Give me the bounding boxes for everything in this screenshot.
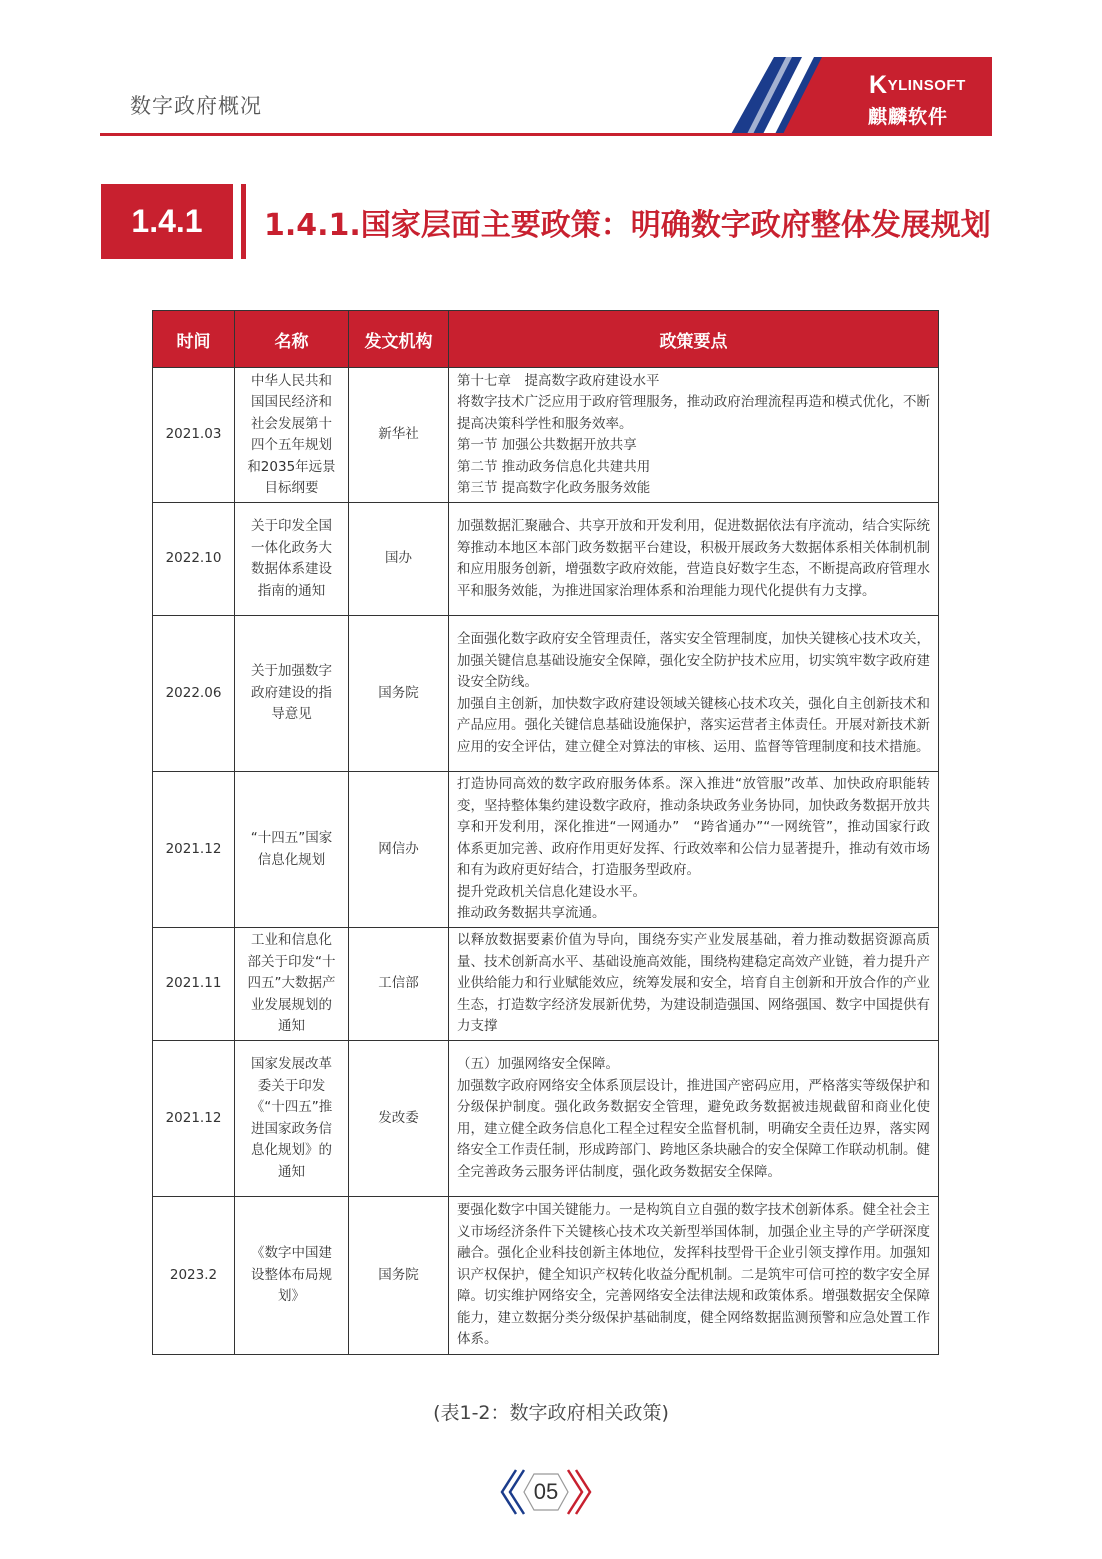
page-number-badge	[496, 1462, 596, 1522]
cell-name: 《数字中国建设整体布局规划》	[235, 1197, 349, 1355]
cell-key-points	[449, 368, 939, 503]
cell-key-points	[449, 772, 939, 928]
section-accent-bar	[241, 184, 246, 259]
cell-issuer: 网信办	[349, 772, 449, 928]
table-header-row	[153, 311, 939, 368]
cell-issuer: 发改委	[349, 1041, 449, 1197]
header-title: 数字政府概况	[130, 94, 262, 118]
section-title: 1.4.1.国家层面主要政策：明确数字政府整体发展规划	[264, 208, 991, 243]
cell-issuer: 工信部	[349, 928, 449, 1041]
key-point-line: 第二节 推动政务信息化共建共用	[457, 458, 651, 475]
cell-key-points	[449, 503, 939, 616]
key-point-line: 第十七章 提高数字政府建设水平	[457, 372, 660, 389]
key-point-line: 提升党政机关信息化建设水平。	[457, 883, 646, 900]
column-header-date: 时间	[153, 311, 235, 368]
table-row	[153, 368, 939, 503]
cell-name: “十四五”国家信息化规划	[235, 772, 349, 928]
table-row	[153, 503, 939, 616]
cell-key-points	[449, 1041, 939, 1197]
header-divider	[100, 133, 992, 136]
table-row	[153, 1041, 939, 1197]
cell-key-points	[449, 616, 939, 772]
cell-name: 中华人民共和国国民经济和社会发展第十四个五年规划和2035年远景目标纲要	[235, 368, 349, 503]
cell-issuer: 国务院	[349, 1197, 449, 1355]
kylinsoft-logo	[853, 57, 992, 136]
cell-date: 2022.06	[153, 616, 235, 772]
cell-key-points	[449, 928, 939, 1041]
key-point-line: 第一节 加强公共数据开放共享	[457, 437, 637, 453]
logo-chinese: 麒麟软件	[868, 106, 949, 128]
key-point-line: （五）加强网络安全保障。	[457, 1056, 619, 1072]
table-row	[153, 1197, 939, 1355]
key-point-line: 加强数据汇聚融合、共享开放和开发利用，促进数据依法有序流动，结合实际统筹推动本地区本部门政务数据平台建设，积极开展政务大数据体系相关体制机制和应用服务创新，增强数字政府效能，营造良好数字生态，不断提高政府管理水平和服务效能，为推进国家治理体系和治理能力现代化提供有力支撑。	[457, 518, 930, 599]
key-point-line: 以释放数据要素价值为导向，围绕夯实产业发展基础，着力推动数据资源高质量、技术创新高水平、基础设施高效能，围绕构建稳定高效产业链，着力提升产业供给能力和行业赋能效应，统筹发展和安全，培育自主创新和开放合作的产业生态，打造数字经济发展新优势，为建设制造强国、网络强国、数字中国提供有力支撑	[457, 932, 930, 1035]
column-header-issuer: 发文机构	[349, 311, 449, 368]
key-point-line: 打造协同高效的数字政府服务体系。深入推进“放管服”改革、加快政府职能转变，坚持整体集约建设数字政府，推动条块政务业务协同，加快政务数据开放共享和开发利用，深化推进“一网通办” “跨省通办”“一网统管”，推动国家行政体系更加完善、政府作用更好发挥、行政效率和公信力显著提升，推动有效市场和有为政府更好结合，打造服务型政府。	[457, 776, 930, 879]
table-row	[153, 616, 939, 772]
page-number: 05	[533, 1479, 559, 1504]
cell-date: 2022.10	[153, 503, 235, 616]
key-point-line: 加强自主创新，加快数字政府建设领域关键核心技术攻关，强化自主创新技术和产品应用。强化关键信息基础设施保护，落实运营者主体责任。开展对新技术新应用的安全评估，建立健全对算法的审核、运用、监督等管理制度和技术措施。	[457, 695, 930, 755]
section-number-badge: 1.4.1	[101, 184, 233, 259]
column-header-key-points: 政策要点	[449, 311, 939, 368]
cell-issuer: 国办	[349, 503, 449, 616]
cell-name: 工业和信息化部关于印发“十四五”大数据产业发展规划的通知	[235, 928, 349, 1041]
logo-english	[869, 71, 966, 100]
policy-table	[152, 310, 939, 1355]
cell-key-points	[449, 1197, 939, 1355]
key-point-line: 第三节 提高数字化政务服务效能	[457, 480, 651, 496]
cell-date: 2021.12	[153, 772, 235, 928]
header-stripes-decoration	[722, 57, 872, 136]
key-point-line: 将数字技术广泛应用于政府管理服务，推动政府治理流程再造和模式优化，不断提高决策科学性和服务效率。	[457, 394, 930, 432]
key-point-line: 推动政务数据共享流通。	[457, 905, 606, 922]
logo-k-letter: K	[869, 71, 888, 99]
key-point-line: 加强数字政府网络安全体系顶层设计，推进国产密码应用，严格落实等级保护和分级保护制度。强化政务数据安全管理，避免政务数据被违规截留和商业化使用，建立健全政务信息化工程全过程安全监督机制，明确安全责任边界，落实网络安全工作责任制，形成跨部门、跨地区条块融合的安全保障工作联动机制。健全完善政务云服务评估制度，强化政务数据安全保障。	[457, 1077, 930, 1180]
cell-issuer: 国务院	[349, 616, 449, 772]
cell-name: 关于印发全国一体化政务大数据体系建设指南的通知	[235, 503, 349, 616]
cell-date: 2021.11	[153, 928, 235, 1041]
cell-date: 2023.2	[153, 1197, 235, 1355]
logo-english-rest: YLINSOFT	[887, 77, 966, 94]
table-caption: (表1-2：数字政府相关政策)	[433, 1402, 669, 1424]
cell-date: 2021.03	[153, 368, 235, 503]
column-header-name: 名称	[235, 311, 349, 368]
table-row	[153, 772, 939, 928]
key-point-line: 全面强化数字政府安全管理责任，落实安全管理制度，加快关键核心技术攻关，加强关键信息基础设施安全保障，强化安全防护技术应用，切实筑牢数字政府建设安全防线。	[457, 631, 930, 690]
cell-name: 国家发展改革委关于印发《“十四五”推进国家政务信息化规划》的通知	[235, 1041, 349, 1197]
cell-issuer: 新华社	[349, 368, 449, 503]
key-point-line: 要强化数字中国关键能力。一是构筑自立自强的数字技术创新体系。健全社会主义市场经济条件下关键核心技术攻关新型举国体制，加强企业主导的产学研深度融合。强化企业科技创新主体地位，发挥科技型骨干企业引领支撑作用。加强知识产权保护，健全知识产权转化收益分配机制。二是筑牢可信可控的数字安全屏障。切实维护网络安全，完善网络安全法律法规和政策体系。增强数据安全保障能力，建立数据分类分级保护基础制度，健全网络数据监测预警和应急处置工作体系。	[457, 1202, 930, 1348]
table-row	[153, 928, 939, 1041]
cell-date: 2021.12	[153, 1041, 235, 1197]
cell-name: 关于加强数字政府建设的指导意见	[235, 616, 349, 772]
